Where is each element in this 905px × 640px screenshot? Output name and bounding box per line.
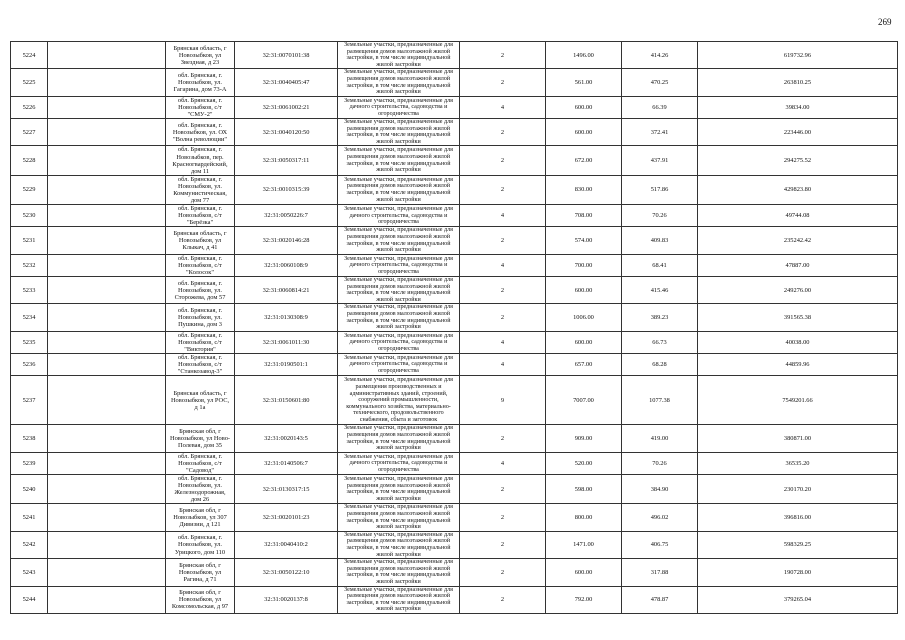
group-cell: 4 (460, 354, 546, 376)
area-cell: 1006.00 (546, 304, 622, 331)
address-cell: Брянская обл, г Новозыбков, ул 307 Дивизии, д 121 (166, 504, 235, 531)
row-number: 5230 (11, 205, 48, 227)
rate-cell: 66.39 (622, 96, 698, 118)
group-cell: 2 (460, 559, 546, 586)
area-cell: 657.00 (546, 354, 622, 376)
cadastral-value-cell: 44859.96 (698, 354, 898, 376)
address-cell: Брянская область, г Новозыбков, ул Звездная, д 23 (166, 42, 235, 69)
cadastral-value-cell: 235242.42 (698, 227, 898, 254)
group-cell: 9 (460, 376, 546, 425)
land-purpose-cell: Земельные участки, предназначенные для размещения производственных и административных зданий, строений, сооружений промышленности, коммунального хозяйства, материально-технического, продовольственного снабжения, сбыта и заготовок (338, 376, 460, 425)
land-purpose-cell: Земельные участки, предназначенные для размещения домов малоэтажной жилой застройки, в том числе индивидуальной жилой застройки (338, 146, 460, 175)
table-row (11, 559, 898, 586)
blank-cell (48, 586, 166, 613)
cadastral-number-cell: 32:31:0050226:7 (235, 205, 338, 227)
blank-cell (48, 227, 166, 254)
group-cell: 2 (460, 175, 546, 204)
table-row (11, 277, 898, 304)
table-row (11, 354, 898, 376)
cadastral-number-cell: 32:31:0010315:39 (235, 175, 338, 204)
address-cell: обл. Брянская, г. Новозыбков, с/т "Берёзка" (166, 205, 235, 227)
address-cell: обл. Брянская, г. Новозыбков, с/т "Станкозавод-3" (166, 354, 235, 376)
address-cell: обл. Брянская, г. Новозыбков, с/т "Колосок" (166, 254, 235, 276)
row-number: 5234 (11, 304, 48, 331)
cadastral-value-cell: 49744.08 (698, 205, 898, 227)
area-cell: 700.00 (546, 254, 622, 276)
rate-cell: 437.91 (622, 146, 698, 175)
row-number: 5225 (11, 69, 48, 96)
rate-cell: 478.87 (622, 586, 698, 613)
cadastral-number-cell: 32:31:0050122:10 (235, 559, 338, 586)
row-number: 5227 (11, 119, 48, 146)
cadastral-number-cell: 32:31:0150601:80 (235, 376, 338, 425)
cadastral-number-cell: 32:31:0061002:21 (235, 96, 338, 118)
rate-cell: 68.41 (622, 254, 698, 276)
cadastral-number-cell: 32:31:0190501:1 (235, 354, 338, 376)
area-cell: 598.00 (546, 475, 622, 504)
row-number: 5244 (11, 586, 48, 613)
cadastral-value-cell: 47887.00 (698, 254, 898, 276)
cadastral-number-cell: 32:31:0040410:2 (235, 531, 338, 558)
land-purpose-cell: Земельные участки, предназначенные для размещения домов малоэтажной жилой застройки, в том числе индивидуальной жилой застройки (338, 42, 460, 69)
rate-cell: 384.90 (622, 475, 698, 504)
land-purpose-cell: Земельные участки, предназначенные для размещения домов малоэтажной жилой застройки, в том числе индивидуальной жилой застройки (338, 304, 460, 331)
blank-cell (48, 69, 166, 96)
cadastral-number-cell: 32:31:0130308:9 (235, 304, 338, 331)
group-cell: 2 (460, 42, 546, 69)
row-number: 5229 (11, 175, 48, 204)
cadastral-value-cell: 379265.04 (698, 586, 898, 613)
table-row (11, 227, 898, 254)
blank-cell (48, 452, 166, 474)
land-purpose-cell: Земельные участки, предназначенные для дачного строительства, садоводства и огородничества (338, 331, 460, 353)
rate-cell: 414.26 (622, 42, 698, 69)
area-cell: 1496.00 (546, 42, 622, 69)
group-cell: 2 (460, 277, 546, 304)
land-registry-table (10, 41, 898, 614)
land-purpose-cell: Земельные участки, предназначенные для размещения домов малоэтажной жилой застройки, в том числе индивидуальной жилой застройки (338, 531, 460, 558)
cadastral-value-cell: 223446.00 (698, 119, 898, 146)
address-cell: обл. Брянская, г. Новозыбков, с/т "Садовод" (166, 452, 235, 474)
table-row (11, 119, 898, 146)
row-number: 5237 (11, 376, 48, 425)
table-row (11, 586, 898, 613)
page-number: 269 (878, 17, 892, 27)
table-row (11, 475, 898, 504)
area-cell: 600.00 (546, 96, 622, 118)
land-purpose-cell: Земельные участки, предназначенные для размещения домов малоэтажной жилой застройки, в том числе индивидуальной жилой застройки (338, 69, 460, 96)
blank-cell (48, 277, 166, 304)
row-number: 5238 (11, 425, 48, 452)
land-purpose-cell: Земельные участки, предназначенные для размещения домов малоэтажной жилой застройки, в том числе индивидуальной жилой застройки (338, 175, 460, 204)
address-cell: обл. Брянская, г. Новозыбков, с/т "СМУ-2" (166, 96, 235, 118)
rate-cell: 389.23 (622, 304, 698, 331)
group-cell: 2 (460, 227, 546, 254)
area-cell: 600.00 (546, 331, 622, 353)
table-body (11, 42, 898, 614)
row-number: 5239 (11, 452, 48, 474)
cadastral-value-cell: 39834.00 (698, 96, 898, 118)
rate-cell: 517.86 (622, 175, 698, 204)
area-cell: 830.00 (546, 175, 622, 204)
table-row (11, 96, 898, 118)
group-cell: 2 (460, 119, 546, 146)
row-number: 5241 (11, 504, 48, 531)
cadastral-number-cell: 32:31:0040120:50 (235, 119, 338, 146)
table-row (11, 531, 898, 558)
cadastral-value-cell: 36535.20 (698, 452, 898, 474)
row-number: 5228 (11, 146, 48, 175)
land-purpose-cell: Земельные участки, предназначенные для размещения домов малоэтажной жилой застройки, в том числе индивидуальной жилой застройки (338, 119, 460, 146)
land-purpose-cell: Земельные участки, предназначенные для размещения домов малоэтажной жилой застройки, в том числе индивидуальной жилой застройки (338, 586, 460, 613)
table-row (11, 254, 898, 276)
cadastral-value-cell: 294275.52 (698, 146, 898, 175)
row-number: 5224 (11, 42, 48, 69)
cadastral-value-cell: 40038.00 (698, 331, 898, 353)
rate-cell: 496.02 (622, 504, 698, 531)
address-cell: обл. Брянская, г. Новозыбков, ул. Гагарина, дом 73-А (166, 69, 235, 96)
rate-cell: 409.83 (622, 227, 698, 254)
cadastral-number-cell: 32:31:0060108:9 (235, 254, 338, 276)
cadastral-number-cell: 32:31:0061011:30 (235, 331, 338, 353)
area-cell: 600.00 (546, 119, 622, 146)
address-cell: Брянская обл, г Новозыбков, ул Комсомольская, д 97 (166, 586, 235, 613)
rate-cell: 419.00 (622, 425, 698, 452)
blank-cell (48, 146, 166, 175)
cadastral-number-cell: 32:31:0040405:47 (235, 69, 338, 96)
group-cell: 4 (460, 205, 546, 227)
land-purpose-cell: Земельные участки, предназначенные для размещения домов малоэтажной жилой застройки, в том числе индивидуальной жилой застройки (338, 504, 460, 531)
blank-cell (48, 96, 166, 118)
rate-cell: 415.46 (622, 277, 698, 304)
group-cell: 2 (460, 425, 546, 452)
land-purpose-cell: Земельные участки, предназначенные для дачного строительства, садоводства и огородничества (338, 354, 460, 376)
cadastral-number-cell: 32:31:0140506:7 (235, 452, 338, 474)
cadastral-value-cell: 429823.80 (698, 175, 898, 204)
table-row (11, 205, 898, 227)
address-cell: обл. Брянская, г. Новозыбков, пер. Красногвардейский, дом 11 (166, 146, 235, 175)
group-cell: 2 (460, 69, 546, 96)
group-cell: 4 (460, 96, 546, 118)
cadastral-value-cell: 598329.25 (698, 531, 898, 558)
cadastral-value-cell: 249276.00 (698, 277, 898, 304)
area-cell: 600.00 (546, 277, 622, 304)
land-purpose-cell: Земельные участки, предназначенные для размещения домов малоэтажной жилой застройки, в том числе индивидуальной жилой застройки (338, 425, 460, 452)
table-row (11, 304, 898, 331)
row-number: 5233 (11, 277, 48, 304)
area-cell: 800.00 (546, 504, 622, 531)
rate-cell: 1077.38 (622, 376, 698, 425)
blank-cell (48, 304, 166, 331)
row-number: 5236 (11, 354, 48, 376)
blank-cell (48, 205, 166, 227)
area-cell: 520.00 (546, 452, 622, 474)
table-row (11, 69, 898, 96)
land-purpose-cell: Земельные участки, предназначенные для дачного строительства, садоводства и огородничества (338, 452, 460, 474)
area-cell: 561.00 (546, 69, 622, 96)
blank-cell (48, 331, 166, 353)
blank-cell (48, 559, 166, 586)
blank-cell (48, 475, 166, 504)
area-cell: 600.00 (546, 559, 622, 586)
row-number: 5243 (11, 559, 48, 586)
cadastral-number-cell: 32:31:0060814:21 (235, 277, 338, 304)
group-cell: 2 (460, 504, 546, 531)
cadastral-value-cell: 396816.00 (698, 504, 898, 531)
blank-cell (48, 531, 166, 558)
cadastral-number-cell: 32:31:0070101:38 (235, 42, 338, 69)
area-cell: 672.00 (546, 146, 622, 175)
rate-cell: 70.26 (622, 205, 698, 227)
group-cell: 2 (460, 304, 546, 331)
land-purpose-cell: Земельные участки, предназначенные для дачного строительства, садоводства и огородничества (338, 205, 460, 227)
cadastral-value-cell: 190728.00 (698, 559, 898, 586)
land-purpose-cell: Земельные участки, предназначенные для дачного строительства, садоводства и огородничества (338, 96, 460, 118)
table-row (11, 42, 898, 69)
land-purpose-cell: Земельные участки, предназначенные для размещения домов малоэтажной жилой застройки, в том числе индивидуальной жилой застройки (338, 475, 460, 504)
address-cell: обл. Брянская, г. Новозыбков, ул. Коммунистическая, дом 77 (166, 175, 235, 204)
address-cell: обл. Брянская, г. Новозыбков, ул. Урицкого, дом 110 (166, 531, 235, 558)
row-number: 5226 (11, 96, 48, 118)
row-number: 5232 (11, 254, 48, 276)
cadastral-value-cell: 7549201.66 (698, 376, 898, 425)
table-row (11, 331, 898, 353)
group-cell: 2 (460, 586, 546, 613)
cadastral-value-cell: 391565.38 (698, 304, 898, 331)
address-cell: Брянская обл, г Новозыбков, ул Ново-Полевая, дом 35 (166, 425, 235, 452)
address-cell: Брянская область, г Новозыбков, ул РОС, д 1а (166, 376, 235, 425)
blank-cell (48, 119, 166, 146)
blank-cell (48, 354, 166, 376)
table-row (11, 146, 898, 175)
cadastral-number-cell: 32:31:0020143:5 (235, 425, 338, 452)
cadastral-value-cell: 230170.20 (698, 475, 898, 504)
cadastral-number-cell: 32:31:0020146:28 (235, 227, 338, 254)
blank-cell (48, 425, 166, 452)
group-cell: 2 (460, 475, 546, 504)
rate-cell: 406.75 (622, 531, 698, 558)
blank-cell (48, 42, 166, 69)
row-number: 5235 (11, 331, 48, 353)
cadastral-value-cell: 380871.00 (698, 425, 898, 452)
area-cell: 792.00 (546, 586, 622, 613)
rate-cell: 470.25 (622, 69, 698, 96)
group-cell: 4 (460, 331, 546, 353)
group-cell: 4 (460, 452, 546, 474)
cadastral-value-cell: 619732.96 (698, 42, 898, 69)
address-cell: обл. Брянская, г. Новозыбков, ул. ОХ "Волна революции" (166, 119, 235, 146)
cadastral-number-cell: 32:31:0130317:15 (235, 475, 338, 504)
land-purpose-cell: Земельные участки, предназначенные для дачного строительства, садоводства и огородничества (338, 254, 460, 276)
land-purpose-cell: Земельные участки, предназначенные для размещения домов малоэтажной жилой застройки, в том числе индивидуальной жилой застройки (338, 227, 460, 254)
rate-cell: 317.88 (622, 559, 698, 586)
row-number: 5242 (11, 531, 48, 558)
address-cell: обл. Брянская, г. Новозыбков, ул. Железнодорожная, дом 26 (166, 475, 235, 504)
cadastral-number-cell: 32:31:0050317:11 (235, 146, 338, 175)
blank-cell (48, 254, 166, 276)
address-cell: обл. Брянская, г. Новозыбков, с/т "Виктория" (166, 331, 235, 353)
group-cell: 4 (460, 254, 546, 276)
group-cell: 2 (460, 146, 546, 175)
blank-cell (48, 376, 166, 425)
table-row (11, 376, 898, 425)
cadastral-value-cell: 263810.25 (698, 69, 898, 96)
rate-cell: 68.28 (622, 354, 698, 376)
address-cell: Брянская область, г Новозыбков, ул Клыкач, д 41 (166, 227, 235, 254)
row-number: 5240 (11, 475, 48, 504)
rate-cell: 70.26 (622, 452, 698, 474)
area-cell: 708.00 (546, 205, 622, 227)
cadastral-number-cell: 32:31:0020101:23 (235, 504, 338, 531)
rate-cell: 66.73 (622, 331, 698, 353)
area-cell: 7007.00 (546, 376, 622, 425)
area-cell: 1471.00 (546, 531, 622, 558)
land-purpose-cell: Земельные участки, предназначенные для размещения домов малоэтажной жилой застройки, в том числе индивидуальной жилой застройки (338, 277, 460, 304)
area-cell: 574.00 (546, 227, 622, 254)
land-purpose-cell: Земельные участки, предназначенные для размещения домов малоэтажной жилой застройки, в том числе индивидуальной жилой застройки (338, 559, 460, 586)
table-row (11, 504, 898, 531)
rate-cell: 372.41 (622, 119, 698, 146)
cadastral-number-cell: 32:31:0020137:8 (235, 586, 338, 613)
blank-cell (48, 504, 166, 531)
address-cell: Брянская обл, г Новозыбков, ул Рагина, д 71 (166, 559, 235, 586)
table-row (11, 452, 898, 474)
table-row (11, 425, 898, 452)
row-number: 5231 (11, 227, 48, 254)
area-cell: 909.00 (546, 425, 622, 452)
table-row (11, 175, 898, 204)
group-cell: 2 (460, 531, 546, 558)
address-cell: обл. Брянская, г. Новозыбков, ул. Пушкина, дом 3 (166, 304, 235, 331)
blank-cell (48, 175, 166, 204)
address-cell: обл. Брянская, г. Новозыбков, ул. Сторожева, дом 57 (166, 277, 235, 304)
